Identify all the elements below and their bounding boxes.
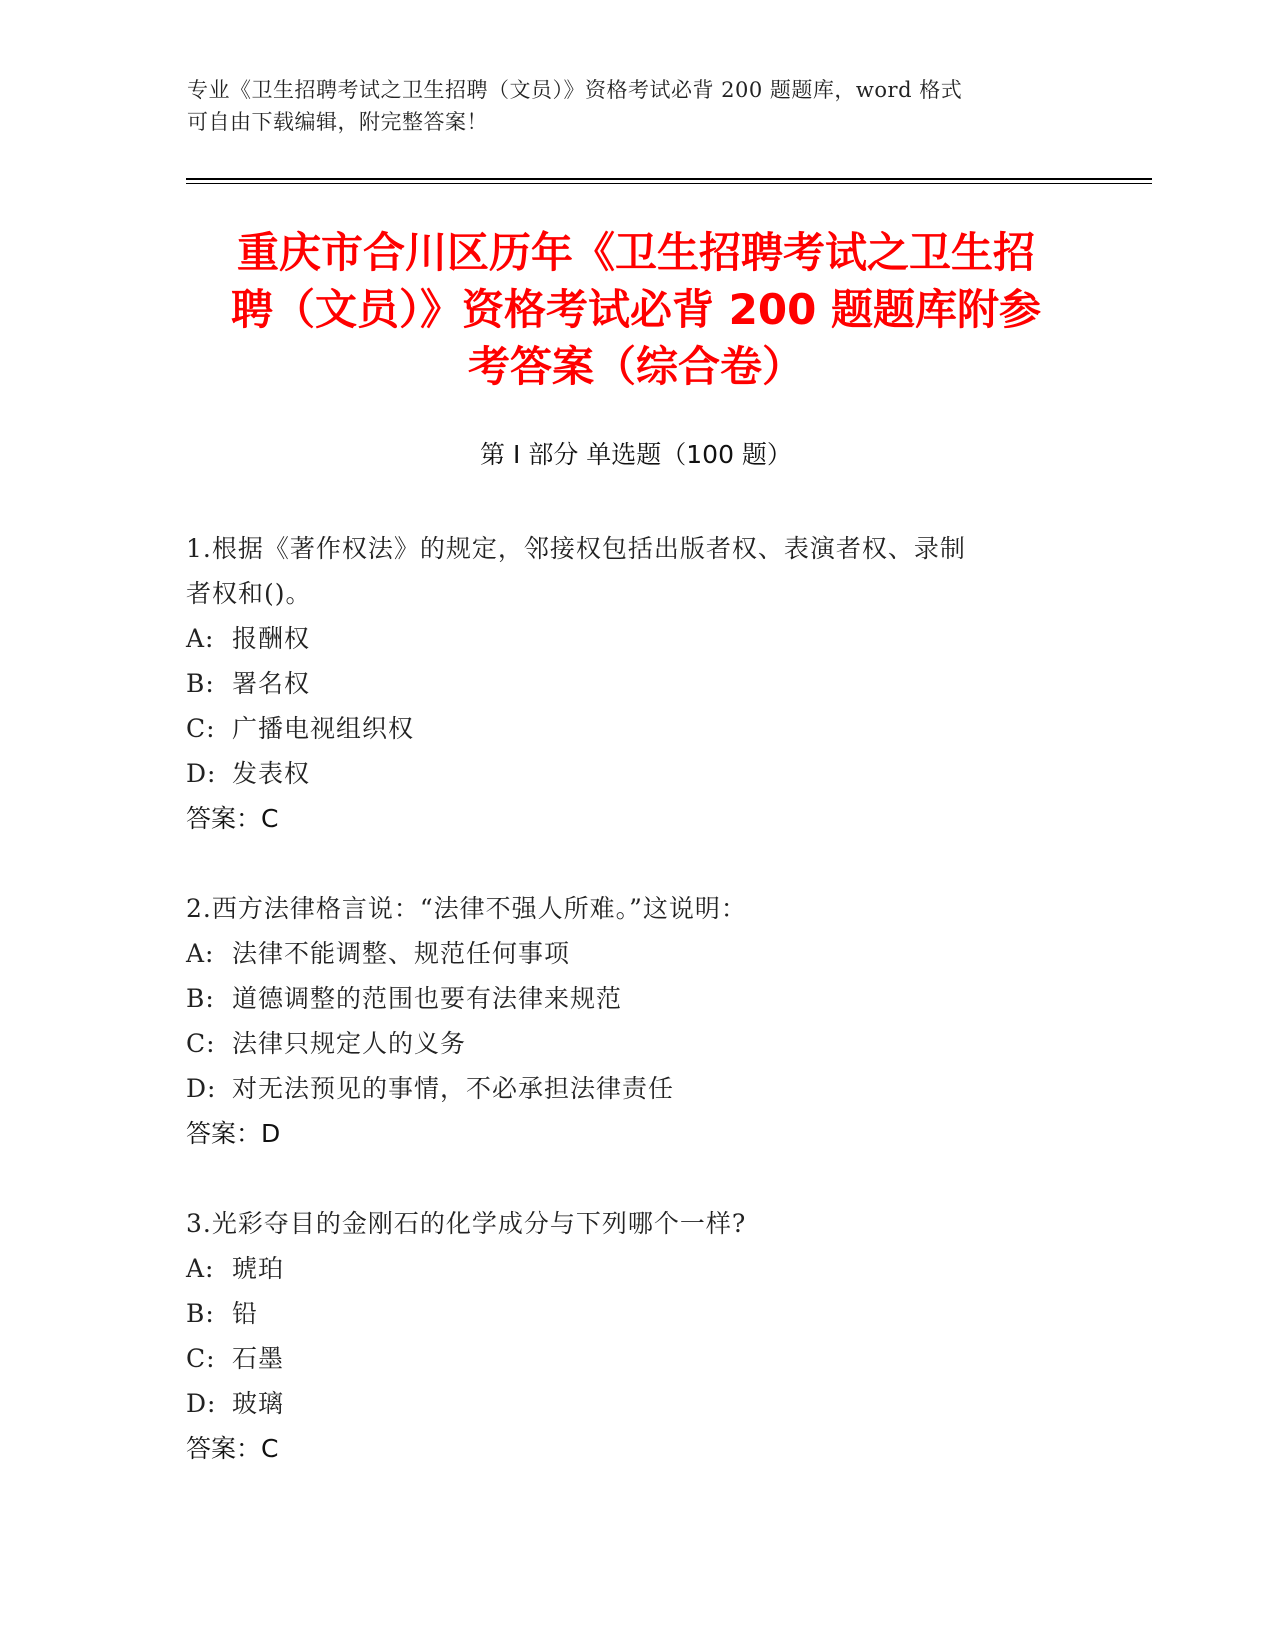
- header-note-line-1: 专业《卫生招聘考试之卫生招聘（文员）》资格考试必背 200 题题库，word 格式: [187, 78, 963, 102]
- option-d: [186, 1066, 1086, 1111]
- option-a: [186, 931, 1086, 976]
- answer-label: 答案：C: [186, 1434, 279, 1463]
- option-b: [186, 1291, 1086, 1336]
- option-c: [186, 706, 1086, 751]
- option-b: [186, 976, 1086, 1021]
- question-stem-line-1: 2.西方法律格言说：“法律不强人所难。”这说明：: [186, 894, 747, 923]
- option-text: 铅: [232, 1299, 259, 1328]
- option-key: D:: [186, 759, 217, 788]
- option-c: [186, 1021, 1086, 1066]
- option-c: [186, 1336, 1086, 1381]
- option-key: B:: [186, 984, 215, 1013]
- document-title: [186, 224, 1086, 395]
- option-key: A:: [186, 939, 215, 968]
- answer-label: 答案：C: [186, 804, 279, 833]
- option-text: 道德调整的范围也要有法律来规范: [232, 984, 623, 1013]
- option-key: B:: [186, 669, 215, 698]
- question-stem-line-2: 者权和()。: [186, 579, 312, 608]
- document-title-line-1: 重庆市合川区历年《卫生招聘考试之卫生招: [236, 228, 1035, 277]
- document-title-line-2: 聘（文员）》资格考试必背 200 题题库附参: [231, 285, 1041, 334]
- option-text: 报酬权: [232, 624, 311, 653]
- header-note-line-2: 可自由下载编辑，附完整答案！: [187, 110, 488, 134]
- question-stem-line-1: 1.根据《著作权法》的规定，邻接权包括出版者权、表演者权、录制: [186, 534, 966, 563]
- option-a: [186, 616, 1086, 661]
- answer-label: 答案：D: [186, 1119, 281, 1148]
- option-d: [186, 751, 1086, 796]
- option-b: [186, 661, 1086, 706]
- question-list: [186, 526, 1086, 1516]
- document-title-line-3: 考答案（综合卷）: [467, 342, 804, 391]
- option-text: 琥珀: [232, 1254, 285, 1283]
- option-d: [186, 1381, 1086, 1426]
- option-a: [186, 1246, 1086, 1291]
- question-1: [186, 526, 1086, 841]
- question-2: [186, 886, 1086, 1156]
- header-divider-thick: [186, 178, 1152, 180]
- option-key: D:: [186, 1389, 217, 1418]
- question-stem-line-1: 3.光彩夺目的金刚石的化学成分与下列哪个一样?: [186, 1209, 747, 1238]
- option-key: D:: [186, 1074, 217, 1103]
- option-text: 广播电视组织权: [232, 714, 415, 743]
- question-3: [186, 1201, 1086, 1471]
- option-key: A:: [186, 624, 215, 653]
- option-key: A:: [186, 1254, 215, 1283]
- option-key: C:: [186, 714, 216, 743]
- option-text: 法律只规定人的义务: [232, 1029, 467, 1058]
- option-key: B:: [186, 1299, 215, 1328]
- option-key: C:: [186, 1029, 216, 1058]
- option-text: 发表权: [232, 759, 311, 788]
- option-text: 署名权: [232, 669, 311, 698]
- option-text: 玻璃: [232, 1389, 285, 1418]
- section-heading: 第 I 部分 单选题（100 题）: [480, 440, 792, 469]
- option-key: C:: [186, 1344, 216, 1373]
- option-text: 对无法预见的事情，不必承担法律责任: [232, 1074, 675, 1103]
- header-divider-thin: [186, 183, 1152, 184]
- option-text: 法律不能调整、规范任何事项: [232, 939, 571, 968]
- option-text: 石墨: [232, 1344, 285, 1373]
- header-note: [187, 74, 1067, 138]
